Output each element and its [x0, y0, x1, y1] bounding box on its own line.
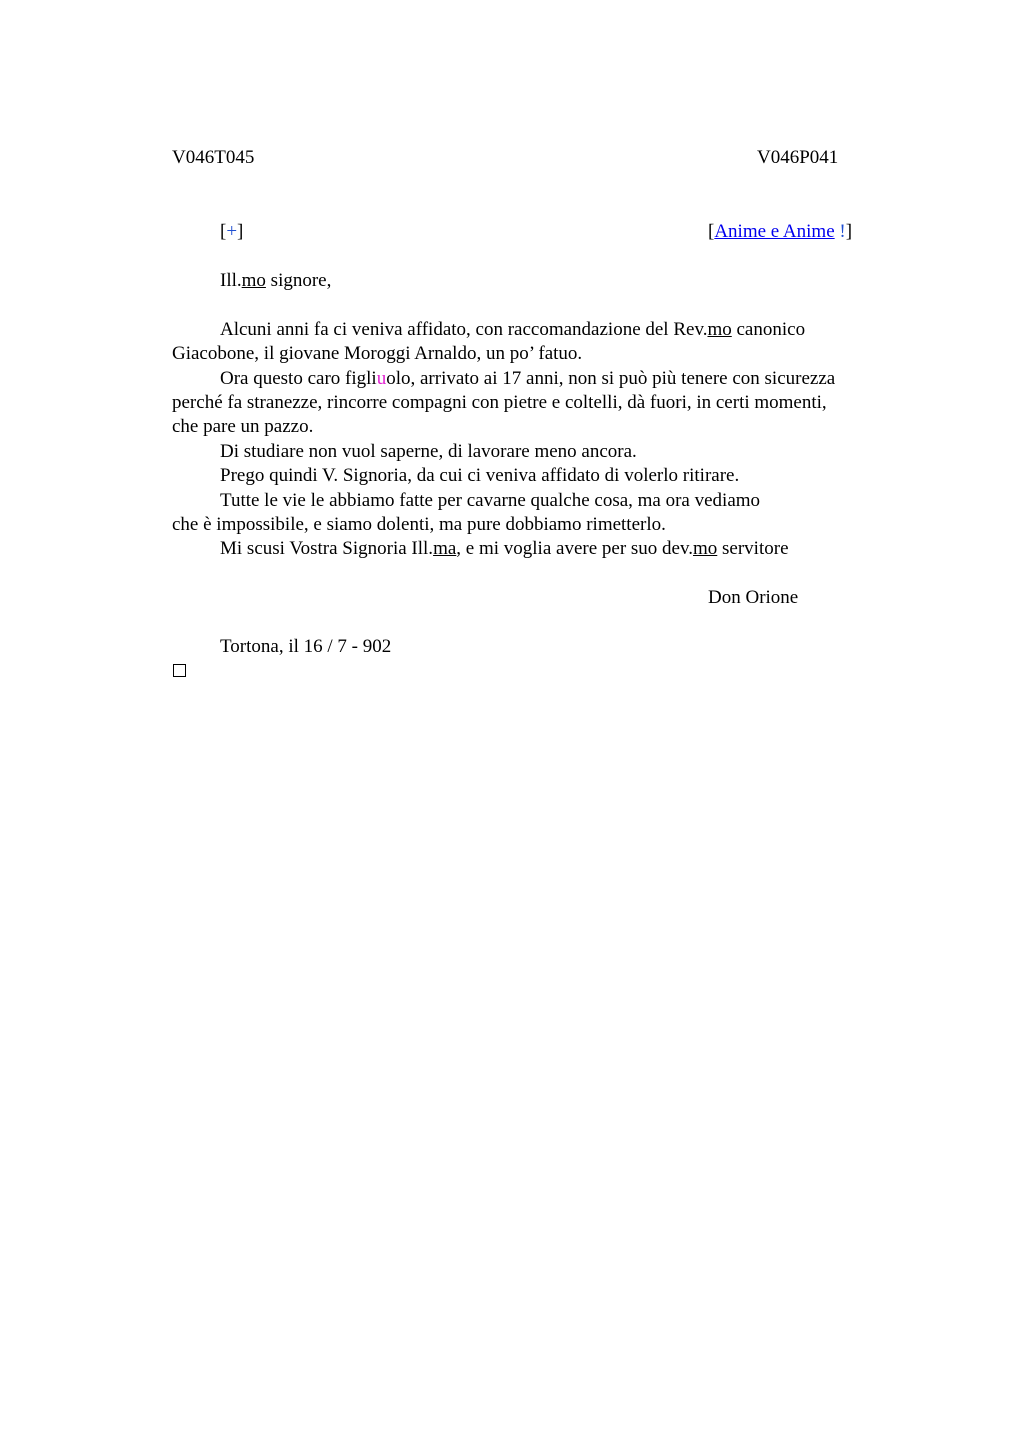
salutation-abbrev: mo: [241, 270, 266, 291]
salutation-prefix: Ill.: [220, 270, 242, 291]
paragraph-4: Prego quindi V. Signoria, da cui ci veniva affidato di volerlo ritirare.: [220, 465, 740, 486]
bracket-close: ]: [237, 221, 244, 242]
text-span: canonico: [731, 319, 806, 340]
expand-control: [220, 220, 243, 244]
text-span: Mi scusi Vostra Signoria Ill.: [220, 538, 434, 559]
link-bracket-close: ]: [845, 221, 853, 242]
paragraph-2-line-3: che pare un pazzo.: [172, 416, 314, 437]
signature: Don Orione: [708, 587, 799, 608]
highlighted-letter: u: [376, 368, 387, 389]
text-span: Alcuni anni fa ci veniva affidato, con raccomandazione del Rev.: [220, 319, 708, 340]
collection-link-group: [708, 220, 852, 244]
bracket-open: [: [220, 221, 227, 242]
text-span: olo, arrivato ai 17 anni, non si può più tenere con sicurezza: [386, 368, 836, 389]
paragraph-1-line-1: [220, 318, 805, 342]
paragraph-5-line-1: Tutte le vie le abbiamo fatte per cavarne qualche cosa, ma ora vediamo: [220, 490, 761, 511]
text-span: , e mi voglia avere per suo dev.: [456, 538, 693, 559]
abbrev-span: mo: [707, 319, 732, 340]
paragraph-3: Di studiare non vuol saperne, di lavorare meno ancora.: [220, 441, 637, 462]
place-date: Tortona, il 16 / 7 - 902: [220, 636, 392, 657]
paragraph-6: [220, 537, 789, 561]
salutation-suffix: signore,: [265, 270, 332, 291]
link-exclamation: !: [834, 221, 846, 242]
paragraph-2-line-1: [220, 367, 835, 391]
expand-plus-button[interactable]: +: [226, 221, 238, 242]
anime-e-anime-link[interactable]: Anime e Anime: [714, 221, 835, 242]
paragraph-5-line-2: che è impossibile, e siamo dolenti, ma pure dobbiamo rimetterlo.: [172, 514, 666, 535]
document-code-right: V046P041: [757, 147, 839, 168]
paragraph-2-line-2: perché fa stranezze, rincorre compagni con pietre e coltelli, dà fuori, in certi momenti,: [172, 392, 827, 413]
abbrev-span: mo: [693, 538, 718, 559]
salutation: [220, 269, 331, 293]
abbrev-span: ma: [433, 538, 457, 559]
document-code-left: V046T045: [172, 147, 255, 168]
link-bracket-open: [: [708, 221, 715, 242]
square-box-icon: [173, 664, 186, 677]
text-span: Ora questo caro figli: [220, 368, 377, 389]
text-span: servitore: [717, 538, 789, 559]
paragraph-1-line-2: Giacobone, il giovane Moroggi Arnaldo, un po’ fatuo.: [172, 343, 583, 364]
